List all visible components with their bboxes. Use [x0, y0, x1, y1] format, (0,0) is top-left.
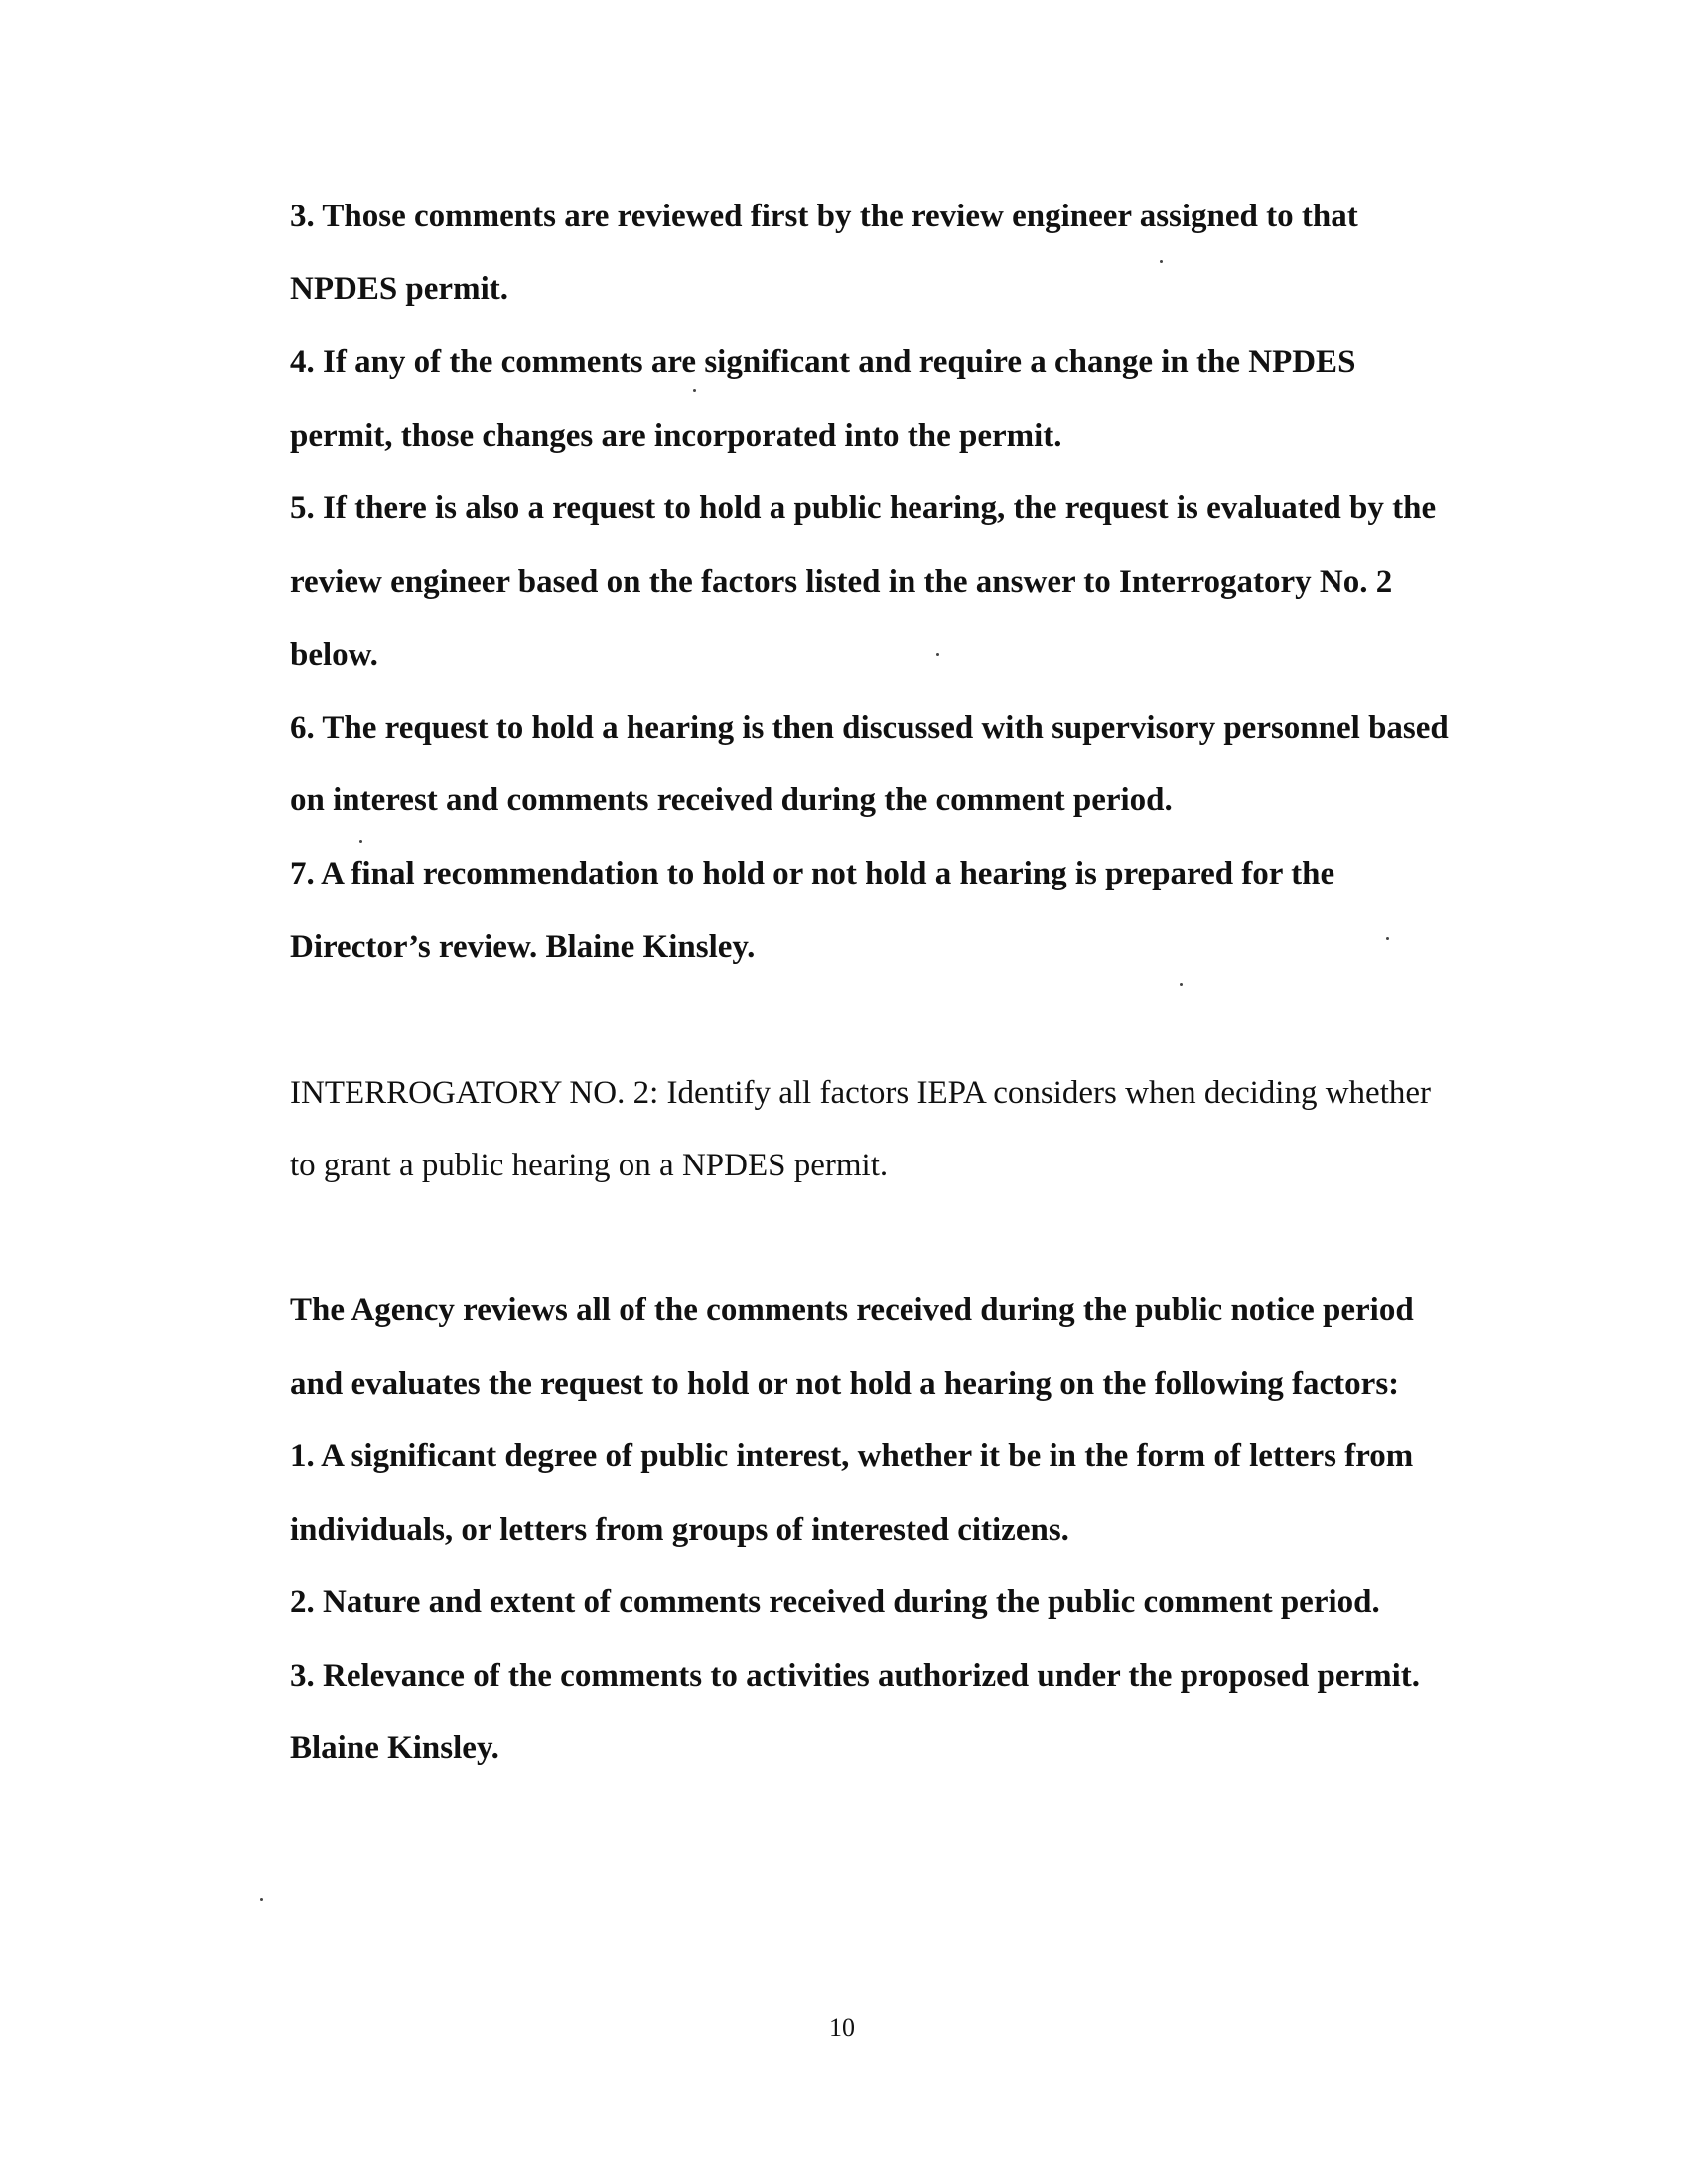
- answer-step-6-line-1: 6. The request to hold a hearing is then discussed with supervisory personnel based: [290, 710, 1449, 746]
- answer-step-4-line-2: permit, those changes are incorporated into the permit.: [290, 418, 1062, 454]
- answer-2-signature: Blaine Kinsley.: [290, 1730, 499, 1766]
- answer-2-factor-1-line-1: 1. A significant degree of public interest, whether it be in the form of letters from: [290, 1438, 1414, 1474]
- scan-speck: [693, 389, 696, 392]
- answer-step-7-line-1: 7. A final recommendation to hold or not hold a hearing is prepared for the: [290, 856, 1335, 891]
- answer-step-5-line-2: review engineer based on the factors listed in the answer to Interrogatory No. 2: [290, 564, 1393, 600]
- scan-speck: [359, 840, 362, 843]
- interrogatory-2-line-1: INTERROGATORY NO. 2: Identify all factors IEPA considers when deciding whether: [290, 1075, 1432, 1111]
- answer-step-7-line-2: Director’s review. Blaine Kinsley.: [290, 929, 756, 965]
- answer-step-5-line-3: below.: [290, 637, 378, 673]
- scan-speck: [1180, 983, 1183, 986]
- answer-step-3-line-2: NPDES permit.: [290, 271, 508, 307]
- scan-speck: [936, 653, 939, 656]
- answer-2-intro-line-2: and evaluates the request to hold or not hold a hearing on the following factors:: [290, 1366, 1400, 1402]
- page-number: 10: [829, 2013, 855, 2042]
- answer-step-3-line-1: 3. Those comments are reviewed first by the review engineer assigned to that: [290, 199, 1358, 234]
- interrogatory-2-line-2: to grant a public hearing on a NPDES permit.: [290, 1148, 889, 1183]
- answer-2-factor-3: 3. Relevance of the comments to activities authorized under the proposed permit.: [290, 1658, 1421, 1694]
- answer-2-factor-2: 2. Nature and extent of comments received during the public comment period.: [290, 1584, 1380, 1620]
- scan-speck: [1386, 937, 1389, 940]
- scan-speck: [1160, 260, 1163, 263]
- answer-step-4-line-1: 4. If any of the comments are significant and require a change in the NPDES: [290, 344, 1356, 380]
- answer-2-factor-1-line-2: individuals, or letters from groups of interested citizens.: [290, 1512, 1069, 1548]
- answer-step-5-line-1: 5. If there is also a request to hold a public hearing, the request is evaluated by the: [290, 490, 1437, 526]
- scan-speck: [260, 1898, 263, 1901]
- answer-2-intro-line-1: The Agency reviews all of the comments received during the public notice period: [290, 1293, 1414, 1328]
- answer-step-6-line-2: on interest and comments received during the comment period.: [290, 782, 1173, 818]
